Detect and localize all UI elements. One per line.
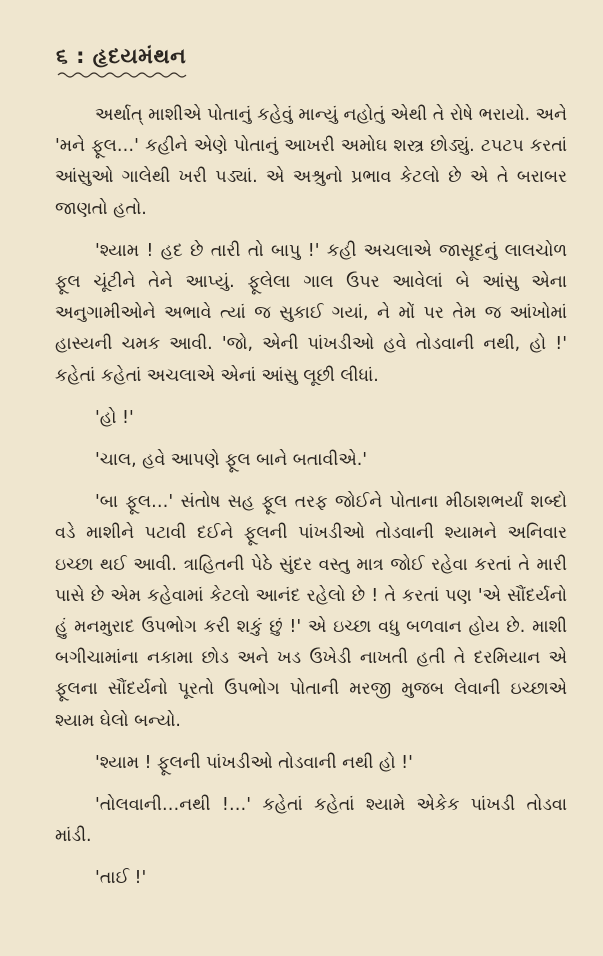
page-header-text [56,44,186,68]
page-number: ૬ [56,44,69,68]
paragraph: 'બા ફૂલ…' સંતોષ સહ ફૂલ તરફ જોઈને પોતાના મીઠાશભર્યાં શબ્દો વડે માશીને પટાવી દઈને ફૂલની પાંખડીઓ તોડવાની શ્યામને અનિવાર ઇચ્છા થઈ આવી. ત્રાહિતની પેઠે સુંદર વસ્તુ માત્ર જોઈ રહેવા કરતાં તે મારી પાસે છે એમ કહેવામાં કેટલો આનંદ રહેલો છે ! તે કરતાં પણ 'એ સૌંદર્યનો હું મનમુરાદ ઉપભોગ કરી શકું છું !' એ ઇચ્છા વધુ બળવાન હોય છે. માશી બગીચામાંના નકામા છોડ અને ખડ ઉખેડી નાખતી હતી તે દરમિયાન એ ફૂલના સૌંદર્યનો પૂરતો ઉપભોગ પોતાની મરજી મુજબ લેવાની ઇચ્છાએ શ્યામ ઘેલો બન્યો. [55,492,567,731]
paragraph: 'શ્યામ ! હદ છે તારી તો બાપુ !' કહી અચલાએ જાસૂદનું લાલચોળ ફૂલ ચૂંટીને તેને આપ્યું. ફૂલેલા ગાલ ઉપર આવેલાં બે આંસુ એના અનુગામીઓને અભાવે ત્યાં જ સુકાઈ ગયાં, ને મોં પર તેમ જ આંખોમાં હાસ્યની ચમક આવી. 'જો, એની પાંખડીઓ હવે તોડવાની નથી, હો !' કહેતાં કહેતાં અચલાએ એનાં આંસુ લૂછી લીધાં. [55,240,567,386]
chapter-title: હૃદયમંથન [92,44,187,68]
page-header [56,44,191,79]
paragraph: 'ચાલ, હવે આપણે ફૂલ બાને બતાવીએ.' [95,450,368,471]
body-text [55,100,567,906]
paragraph: 'તોલવાની…નથી !…' કહેતાં કહેતાં શ્યામે એકેક પાંખડી તોડવા માંડી. [55,795,567,847]
wavy-underline-decoration [56,71,191,79]
paragraph: 'તાઈ !' [95,868,147,889]
paragraph: 'હો !' [95,407,134,428]
header-separator: : [76,44,85,68]
paragraph: 'શ્યામ ! ફૂલની પાંખડીઓ તોડવાની નથી હો !' [95,752,413,773]
paragraph: અર્થાત્ માશીએ પોતાનું કહેવું માન્યું નહોતું એથી તે રોષે ભરાયો. અને 'મને ફૂલ…' કહીને એણે પોતાનું આખરી અમોઘ શસ્ત્ર છોડ્યું. ટપટપ કરતાં આંસુઓ ગાલેથી ખરી પડ્યાં. એ અશ્રુનો પ્રભાવ કેટલો છે એ તે બરાબર જાણતો હતો. [55,105,567,219]
